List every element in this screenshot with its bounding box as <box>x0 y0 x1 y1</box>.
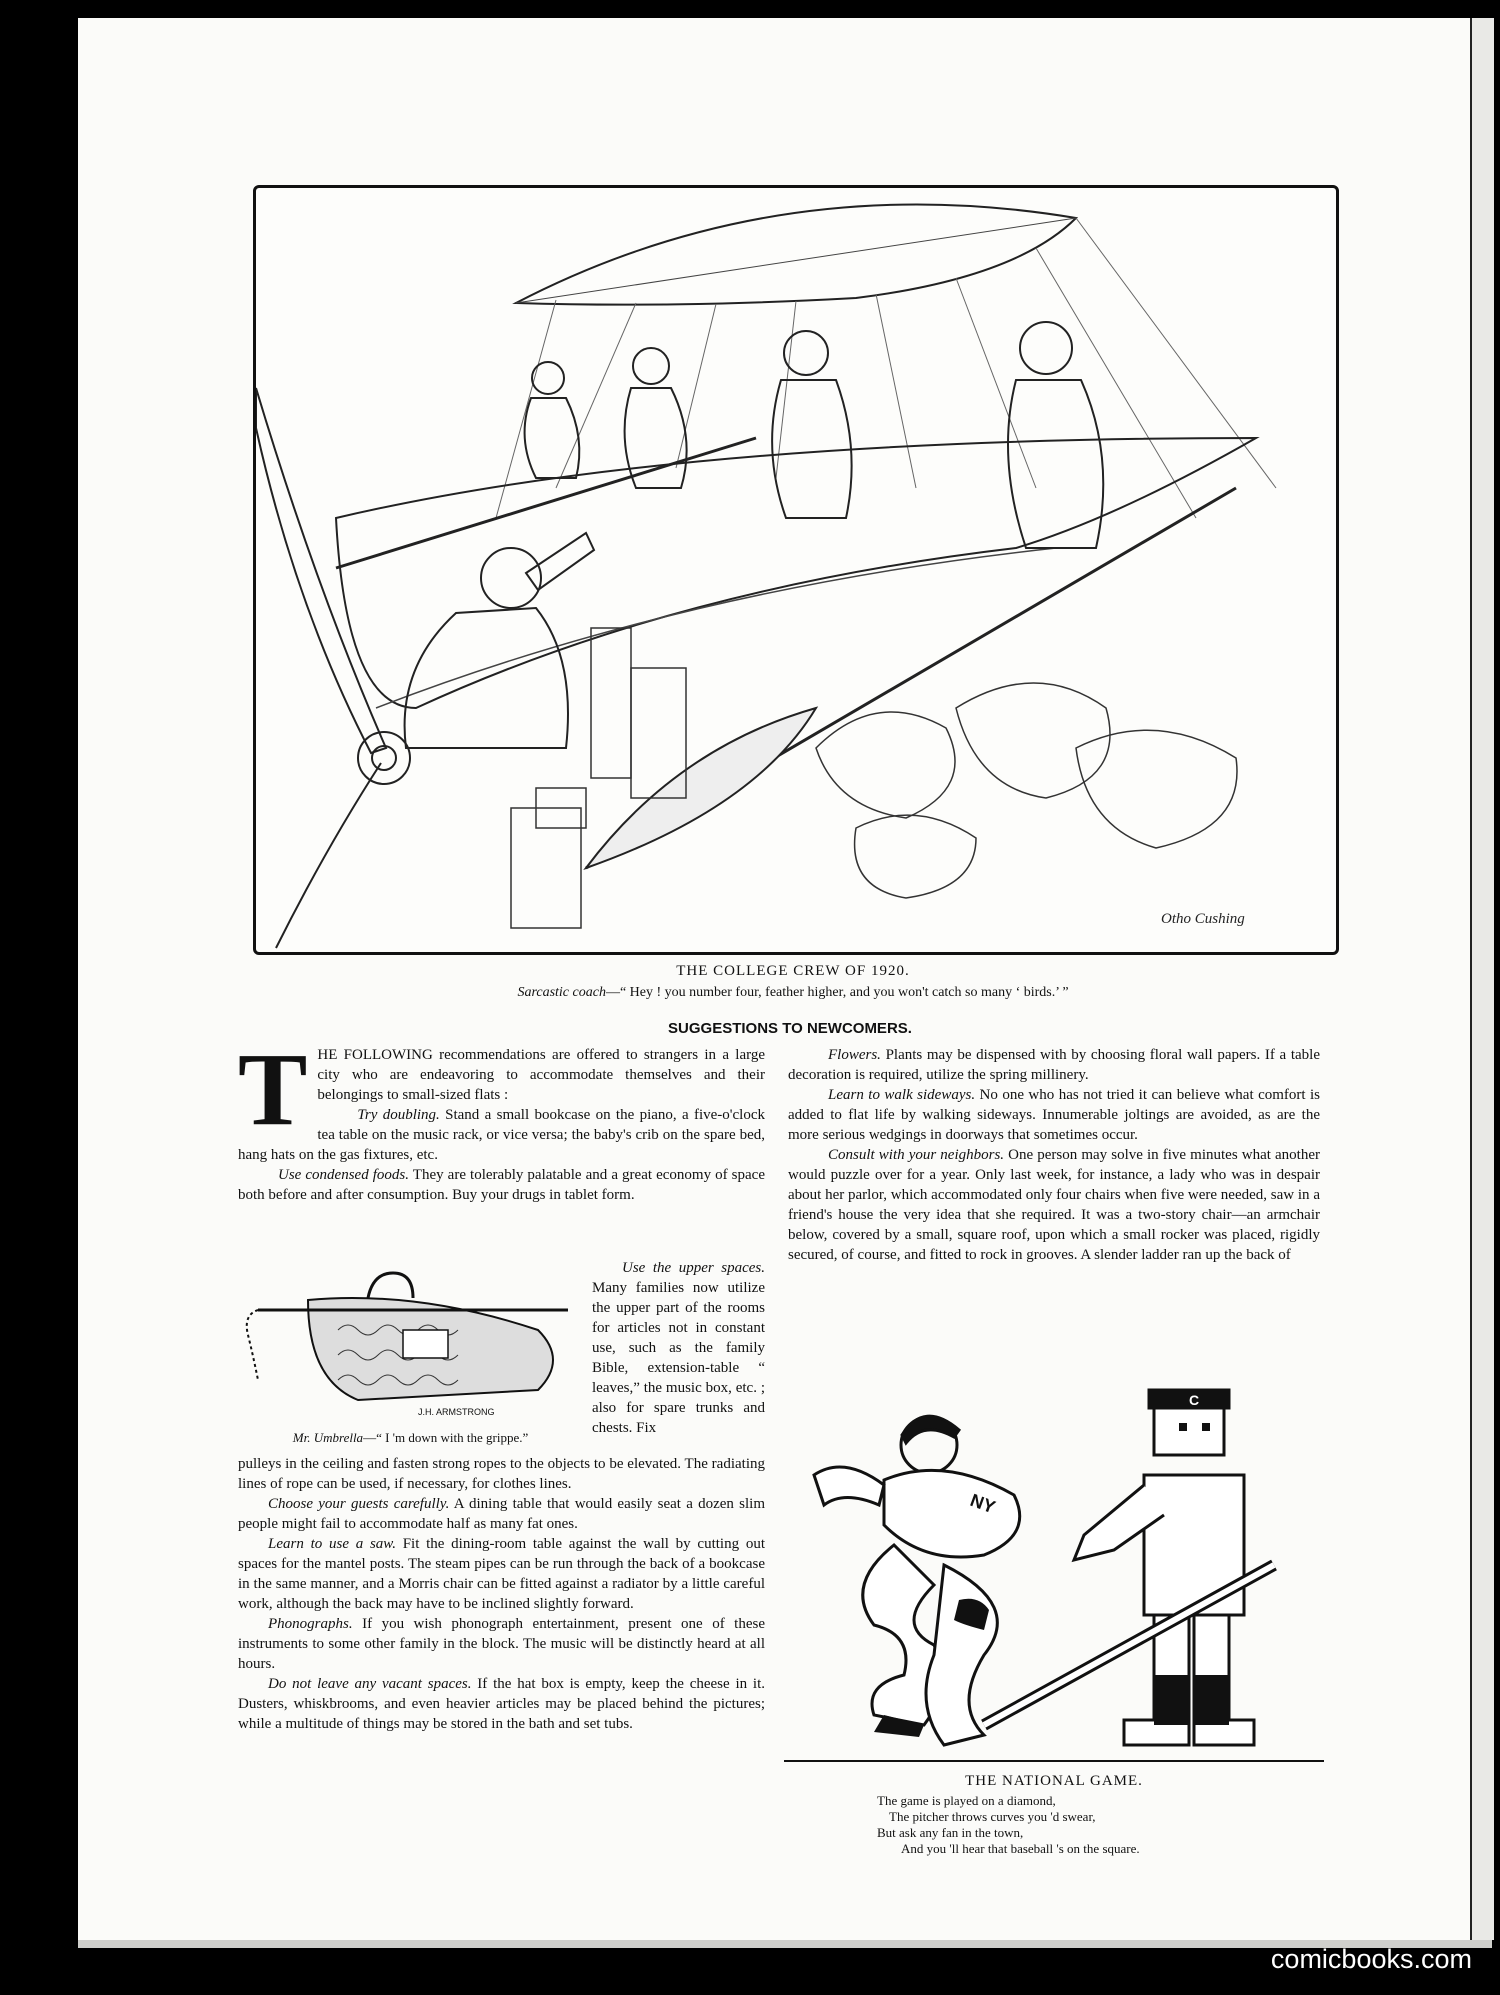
paragraph-saw: Learn to use a saw. Fit the dining-room table against the wall by cutting out spaces for the mantel posts. The steam pipes can be run through the back of a bookcase in the same manner, and a Morris chair can be fitted against a radiator by a little careful work, although the back may have to be inclined slightly forward. <box>238 1536 765 1612</box>
paragraph-walk-sideways: Learn to walk sideways. No one who has not tried it can believe what comfort is added to flat life by walking sideways. Innumerable joltings are avoided, as are the more serious wedgings in doorways that sometimes occur. <box>788 1087 1321 1143</box>
paragraph-guests: Choose your guests carefully. A dining table that would easily seat a dozen slim people might fail to accommodate half as many fat ones. <box>238 1496 765 1532</box>
paragraph-pulleys: pulleys in the ceiling and fasten strong ropes to the objects to be elevated. The radiating lines of rope can be used, if necessary, for clothes lines. <box>238 1456 765 1492</box>
game-divider <box>784 1760 1324 1762</box>
umbrella-caption: Mr. Umbrella—“ I 'm down with the grippe.” <box>292 1430 529 1445</box>
national-game-poem <box>877 1793 1277 1857</box>
national-game-title: THE NATIONAL GAME. <box>965 1773 1143 1789</box>
paragraph-intro: THE FOLLOWING recommendations are offered to strangers in a large city who are endeavoring to accommodate themselves and their belongings to small-sized flats : <box>238 1032 765 1147</box>
poem-line: But ask any fan in the town, <box>877 1825 1024 1840</box>
artist-signature: Otho Cushing <box>1161 911 1245 927</box>
umbrella-artist-signature: J.H. ARMSTRONG <box>418 1407 495 1417</box>
article-headline: SUGGESTIONS TO NEWCOMERS. <box>668 1020 912 1037</box>
paragraph-condensed-foods: Use condensed foods. They are tolerably palatable and a great economy of space both before and after consumption. Buy your drugs in tablet form. <box>238 1167 765 1203</box>
article-right-column <box>788 1045 1320 1265</box>
paragraph-upper-spaces: Use the upper spaces. Many families now utilize the upper part of the rooms for articles not in constant use, such as the family Bible, extension-table “ leaves,” the music box, etc. ; also for spare trunks and chests. Fix <box>592 1260 765 1436</box>
poem-line: The game is played on a diamond, <box>877 1793 1056 1808</box>
drop-cap: T <box>238 1032 308 1147</box>
shirt-letters: NY <box>967 1489 998 1518</box>
illustration-title: THE COLLEGE CREW OF 1920. <box>676 963 910 979</box>
cap-letter: C <box>1189 1392 1200 1408</box>
article-narrow-column <box>592 1258 765 1438</box>
paragraph-try-doubling: Try doubling. Stand a small bookcase on the piano, a five-o'clock tea table on the music rack, or vice versa; the baby's crib on the spare bed, hang hats on the gas fixtures, etc. <box>238 1107 765 1163</box>
national-game-illustration <box>784 1385 1324 1760</box>
airship-rowing-drawing <box>256 188 1336 952</box>
paragraph-flowers: Flowers. Plants may be dispensed with by choosing floral wall papers. If a table decoration is required, utilize the spring millinery. <box>788 1047 1320 1083</box>
poem-line: And you 'll hear that baseball 's on the square. <box>901 1841 1140 1856</box>
paragraph-phonographs: Phonographs. If you wish phonograph entertainment, present one of these instruments to some other family in the block. The music will be distinctly heard at all hours. <box>238 1616 765 1672</box>
article-left-column <box>238 1032 765 1205</box>
college-crew-illustration <box>253 185 1339 955</box>
site-watermark: comicbooks.com <box>1270 1944 1472 1974</box>
poem-line: The pitcher throws curves you 'd swear, <box>889 1809 1096 1824</box>
illustration-caption: Sarcastic coach—“ Hey ! you number four, feather higher, and you won't catch so many ‘ birds.’ ” <box>517 985 1069 1000</box>
paragraph-neighbors: Consult with your neighbors. One person may solve in five minutes what another would puzzle over for a year. Only last week, for instance, a lady who was in despair about her parlor, which accommodated only four chairs when five were needed, saw in a friend's house the very idea that she required. It was a two-story chair—an armchair below, covered by a small, square roof, upon which a small rocker was placed, rigidly secured, of course, and fitted to rock in grooves. A slender ladder ran up the back of <box>788 1147 1321 1263</box>
umbrella-illustration <box>238 1270 578 1420</box>
paragraph-vacant-spaces: Do not leave any vacant spaces. If the hat box is empty, keep the cheese in it. Dusters, whiskbrooms, and even heavier articles may be placed behind the pictures; while a multitude of things may be stored in the bath and set tubs. <box>238 1676 765 1732</box>
article-left-lower <box>238 1454 765 1734</box>
page-binding-edge <box>1470 18 1494 1940</box>
